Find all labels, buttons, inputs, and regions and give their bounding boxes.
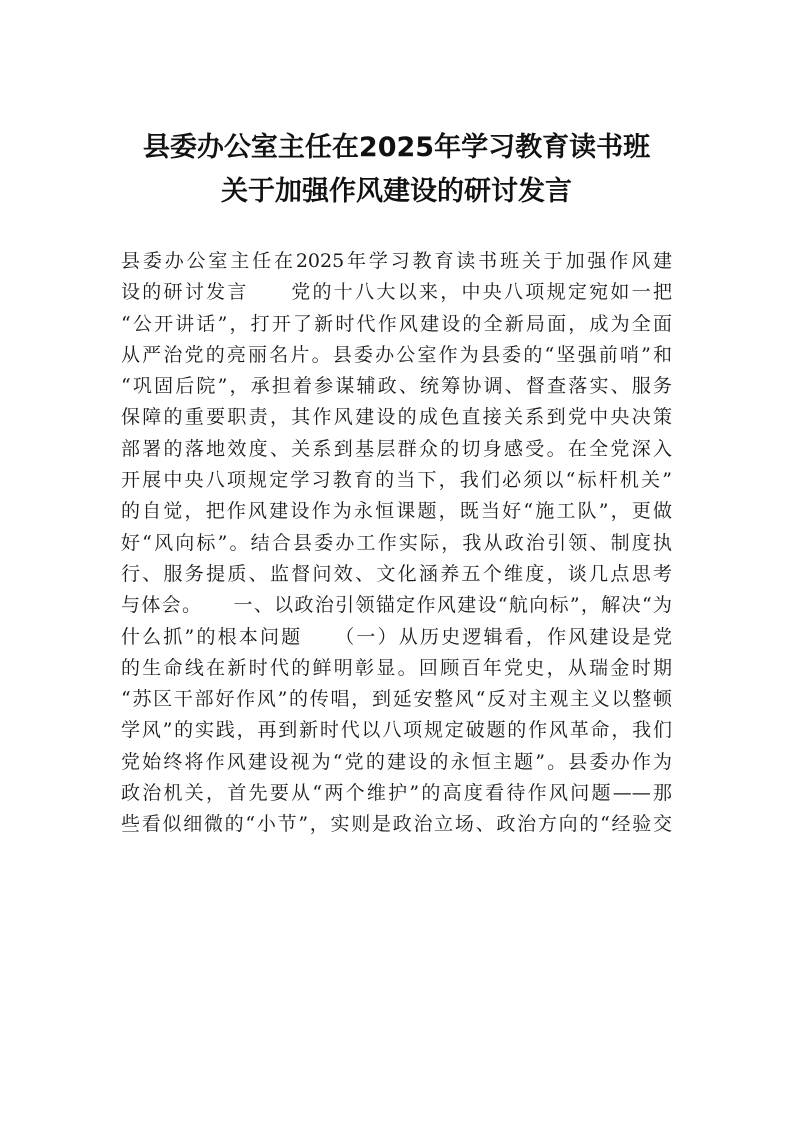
body-line: 什么抓”的根本问题 （一）从历史逻辑看，作风建设是党	[121, 625, 672, 648]
body-line: 党始终将作风建设视为“党的建设的永恒主题”。县委办作为	[121, 750, 672, 773]
body-line: 些看似细微的“小节”，实则是政治立场、政治方向的“经验交	[121, 813, 672, 836]
body-line: 部署的落地效度、关系到基层群众的切身感受。在全党深入	[121, 437, 672, 460]
body-line: “公开讲话”，打开了新时代作风建设的全新局面，成为全面	[121, 312, 672, 335]
body-line: 的自觉，把作风建设作为永恒课题，既当好“施工队”，更做	[121, 500, 672, 523]
document-body	[121, 246, 672, 841]
body-line: 好“风向标”。结合县委办工作实际，我从政治引领、制度执	[121, 531, 672, 554]
body-line: 与体会。 一、以政治引领锚定作风建设“航向标”，解决“为	[121, 594, 672, 617]
body-line: “巩固后院”，承担着参谋辅政、统筹协调、督查落实、服务	[121, 375, 672, 398]
body-line: 设的研讨发言 党的十八大以来，中央八项规定宛如一把	[121, 281, 672, 304]
body-line: “苏区干部好作风”的传唱，到延安整风“反对主观主义以整顿	[121, 688, 672, 711]
body-line: 县委办公室主任在2025年学习教育读书班关于加强作风建	[121, 250, 672, 272]
body-line: 保障的重要职责，其作风建设的成色直接关系到党中央决策	[121, 406, 672, 429]
title-line-2: 关于加强作风建设的研讨发言	[221, 176, 572, 207]
body-line: 的生命线在新时代的鲜明彰显。回顾百年党史，从瑞金时期	[121, 656, 672, 679]
body-line: 行、服务提质、监督问效、文化涵养五个维度，谈几点思考	[121, 562, 672, 585]
body-line: 学风”的实践，再到新时代以八项规定破题的作风革命，我们	[121, 719, 672, 742]
body-line: 从严治党的亮丽名片。县委办公室作为县委的“坚强前哨”和	[121, 343, 672, 366]
body-line: 开展中央八项规定学习教育的当下，我们必须以“标杆机关”	[121, 469, 672, 492]
document-title	[100, 126, 693, 214]
title-line-1: 县委办公室主任在2025年学习教育读书班	[142, 132, 651, 163]
body-line: 政治机关，首先要从“两个维护”的高度看待作风问题——那	[121, 782, 672, 805]
